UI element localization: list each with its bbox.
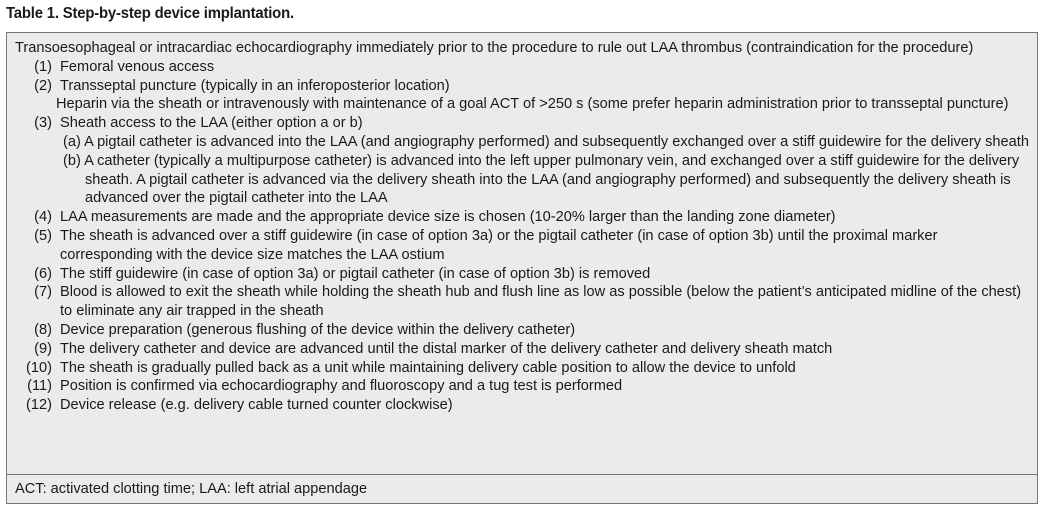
step-number: (8) bbox=[34, 321, 52, 338]
step-number: (3) bbox=[34, 115, 52, 132]
step-text: Sheath access to the LAA (either option a or b) bbox=[60, 115, 363, 132]
table-body bbox=[7, 33, 1037, 473]
step-text: Blood is allowed to exit the sheath while holding the sheath hub and flush line as low as possible (below the patient’s anticipated midline of the chest) to eliminate any air trapped in the sheath bbox=[60, 284, 1022, 320]
step-number: (11) bbox=[27, 378, 52, 395]
step-9 bbox=[15, 340, 1029, 359]
table-title: Table 1. Step-by-step device implantation. bbox=[6, 5, 294, 22]
step-3 bbox=[15, 114, 1029, 133]
step-5 bbox=[15, 227, 1029, 265]
step-number: (9) bbox=[34, 340, 52, 357]
step-10 bbox=[15, 359, 1029, 378]
footer-divider bbox=[7, 474, 1037, 475]
step-text: The sheath is gradually pulled back as a unit while maintaining delivery cable position to allow the device to unfold bbox=[60, 359, 796, 376]
step-text: Device release (e.g. delivery cable turned counter clockwise) bbox=[60, 397, 453, 414]
step-2 bbox=[15, 77, 1029, 96]
step-6 bbox=[15, 265, 1029, 284]
step-12 bbox=[15, 396, 1029, 415]
step-number: (12) bbox=[26, 397, 52, 414]
step-number: (7) bbox=[34, 284, 52, 301]
step-11 bbox=[15, 377, 1029, 396]
step-number: (5) bbox=[34, 227, 52, 244]
step-number: (1) bbox=[34, 58, 52, 75]
step-number: (6) bbox=[34, 265, 52, 282]
step-7 bbox=[15, 283, 1029, 321]
step-text: The delivery catheter and device are advanced until the distal marker of the delivery catheter and delivery sheath match bbox=[60, 340, 833, 357]
step-2-extra: Heparin via the sheath or intravenously with maintenance of a goal ACT of >250 s (some prefer heparin administration prior to transseptal puncture) bbox=[56, 96, 1009, 113]
step-number: (2) bbox=[34, 77, 52, 94]
step-number: (4) bbox=[34, 209, 52, 226]
intro-text: Transoesophageal or intracardiac echocardiography immediately prior to the procedure to rule out LAA thrombus (contraindication for the procedure) bbox=[15, 40, 974, 56]
table-footnote: ACT: activated clotting time; LAA: left atrial appendage bbox=[15, 481, 368, 497]
table-box bbox=[6, 32, 1038, 504]
step-3-option-a: (a) A pigtail catheter is advanced into the LAA (and angiography performed) and subsequently exchanged over a stiff guidewire for the delivery sheath bbox=[63, 133, 1029, 150]
step-text: The stiff guidewire (in case of option 3a) or pigtail catheter (in case of option 3b) is removed bbox=[60, 265, 651, 282]
step-number: (10) bbox=[26, 359, 52, 376]
step-1 bbox=[15, 58, 1029, 77]
step-text: LAA measurements are made and the appropriate device size is chosen (10-20% larger than the landing zone diameter) bbox=[60, 209, 836, 226]
step-8 bbox=[15, 321, 1029, 340]
step-4 bbox=[15, 208, 1029, 227]
step-text: Position is confirmed via echocardiography and fluoroscopy and a tug test is performed bbox=[60, 378, 623, 395]
step-text: Femoral venous access bbox=[60, 58, 215, 75]
step-text: The sheath is advanced over a stiff guidewire (in case of option 3a) or the pigtail catheter (in case of option 3b) until the proximal marker corresponding with the device size matches the LAA ostium bbox=[60, 227, 938, 263]
step-3-option-b: (b) A catheter (typically a multipurpose catheter) is advanced into the left upper pulmonary vein, and exchanged over a stiff guidewire for the delivery sheath. A pigtail catheter is advanced via the delivery sheath into the LAA (and angiography performed) and subsequently the delivery sheath is advanced over the pigtail catheter into the LAA bbox=[63, 152, 1020, 207]
step-text: Device preparation (generous flushing of the device within the delivery catheter) bbox=[60, 321, 576, 338]
step-text: Transseptal puncture (typically in an inferoposterior location) bbox=[60, 77, 450, 94]
